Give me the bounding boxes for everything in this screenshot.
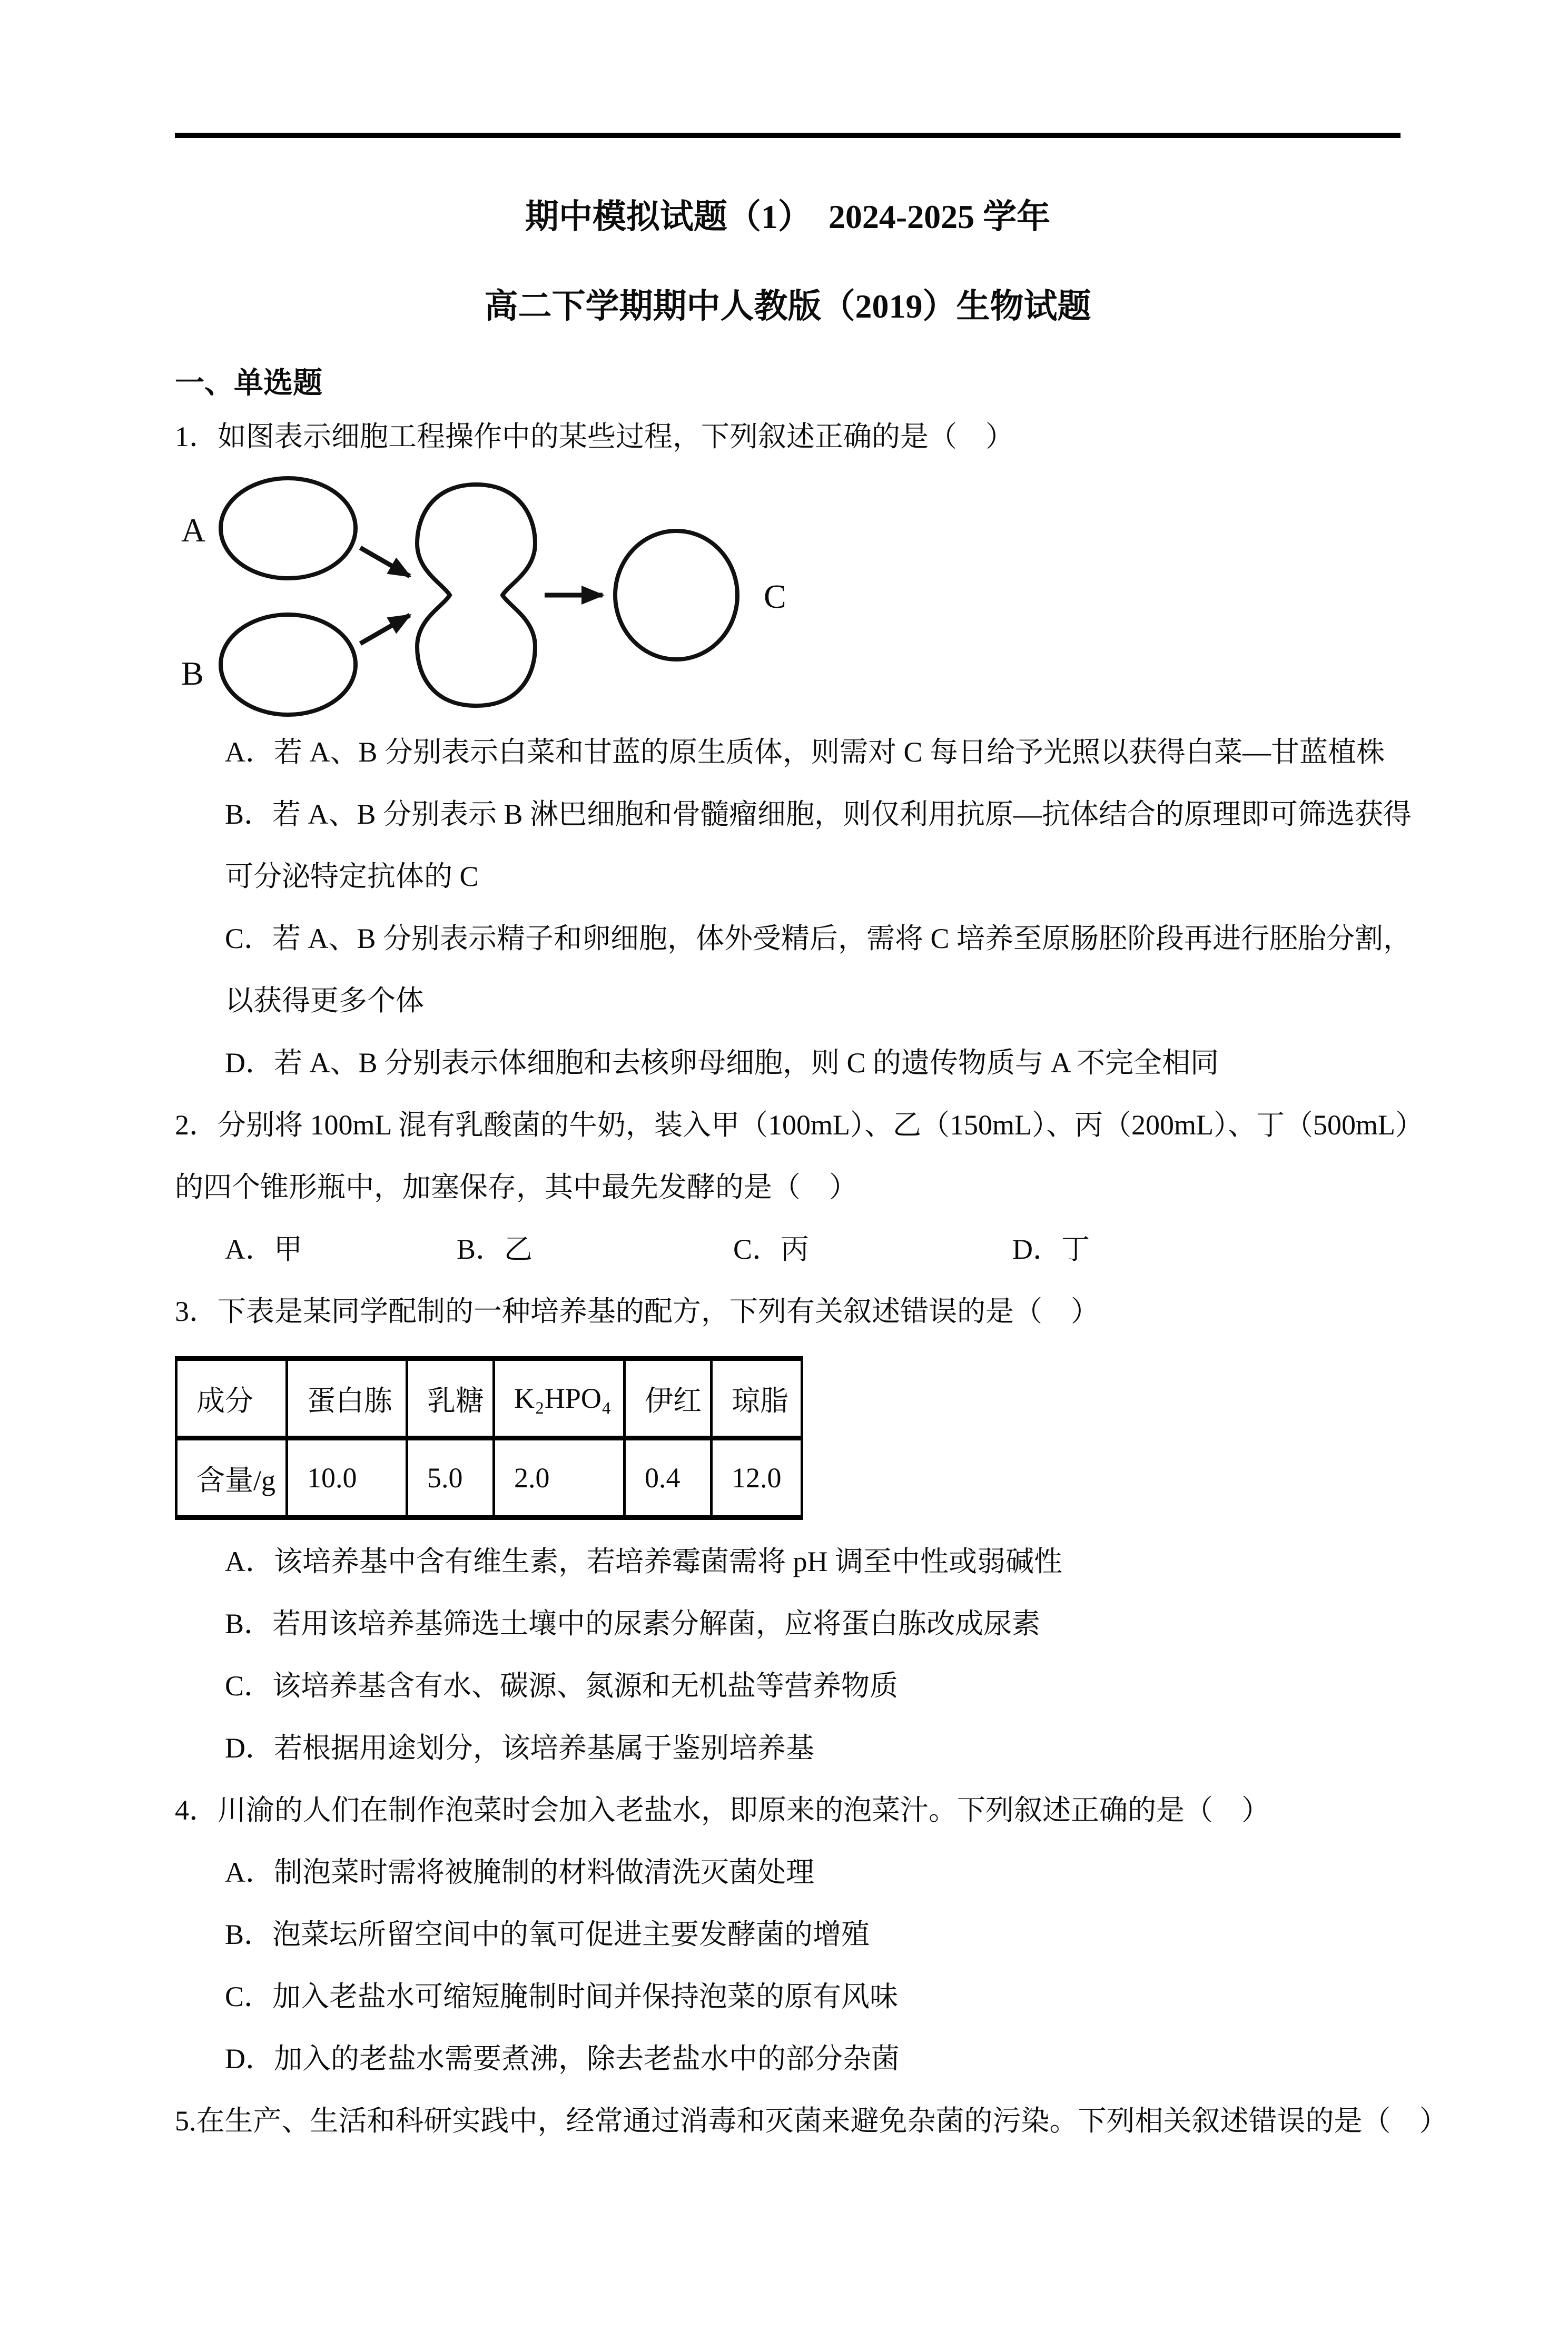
table-header-peptone: 蛋白胨 [287,1359,407,1438]
diagram-label-b: B [181,655,204,692]
exam-document-page [0,133,1568,2152]
culture-medium-table [175,1356,803,1520]
cell-c-ellipse [615,531,737,659]
question-1-option-d: D．若 A、B 分别表示体细胞和去核卵母细胞，则 C 的遗传物质与 A 不完全相同 [225,1047,1219,1079]
question-1-stem: 1．如图表示细胞工程操作中的某些过程，下列叙述正确的是（ ） [175,421,1014,452]
question-3-stem: 3．下表是某同学配制的一种培养基的配方，下列有关叙述错误的是（ ） [175,1296,1099,1327]
question-3-options [175,1531,1401,1779]
cell-b-ellipse [221,615,356,715]
cell-fusion-diagram [175,474,1397,719]
table-header-row [176,1359,802,1438]
question-5-stem: 5.在生产、生活和科研实践中，经常通过消毒和灭菌来避免杂菌的污染。下列相关叙述错误的是（ ） [175,2105,1448,2137]
table-header-agar: 琼脂 [712,1359,802,1438]
question-2-option-a: A．甲 [225,1233,302,1265]
table-header-component: 成分 [176,1359,287,1438]
diagram-label-a: A [181,511,206,549]
question-3-option-a: A．该培养基中含有维生素，若培养霉菌需将 pH 调至中性或弱碱性 [225,1546,1062,1577]
question-4-options [175,1841,1401,2090]
top-rule [175,133,1401,138]
arrow-a-to-fused [360,548,410,576]
page-title: 期中模拟试题（1） 2024-2025 学年 [525,198,1051,235]
question-3-option-c: C．该培养基含有水、碳源、氮源和无机盐等营养物质 [225,1670,899,1702]
table-header-eosin: 伊红 [625,1359,712,1438]
table-data-row [176,1438,802,1518]
question-3-option-d: D．若根据用途划分，该培养基属于鉴别培养基 [225,1732,814,1764]
question-1-option-a: A．若 A、B 分别表示白菜和甘蓝的原生质体，则需对 C 每日给予光照以获得白菜—甘蓝植株 [225,736,1385,768]
question-1-option-b-continuation: 可分泌特定抗体的 C [225,861,479,892]
arrow-b-to-fused [360,615,410,644]
section-header: 一、单选题 [175,367,322,400]
question-2-stem-line-1: 2．分别将 100mL 混有乳酸菌的牛奶，装入甲（100mL）、乙（150mL）、丙（200mL）、丁（500mL） [175,1109,1424,1141]
table-cell-agar-amount: 12.0 [712,1438,802,1518]
question-1-option-c: C．若 A、B 分别表示精子和卵细胞，体外受精后，需将 C 培养至原肠胚阶段再进行胚胎分割， [225,923,1412,954]
table-cell-lactose-amount: 5.0 [407,1438,494,1518]
cell-a-ellipse [221,478,356,578]
table-cell-peptone-amount: 10.0 [287,1438,407,1518]
table-cell-eosin-amount: 0.4 [625,1438,712,1518]
question-2-option-c: C．丙 [733,1233,810,1265]
table-header-lactose: 乳糖 [407,1359,494,1438]
table-cell-content-label: 含量/g [176,1438,287,1518]
diagram-label-c: C [764,578,786,615]
question-1-options [175,721,1412,1094]
table-header-k2hpo4: K₂HPO₄ [494,1359,625,1438]
page-subtitle: 高二下学期期中人教版（2019）生物试题 [484,288,1091,325]
question-1-option-c-continuation: 以获得更多个体 [225,985,424,1016]
question-2-options [175,1218,1401,1280]
question-4-option-d: D．加入的老盐水需要煮沸，除去老盐水中的部分杂菌 [225,2043,900,2075]
fused-cell-shape [417,485,535,706]
question-3-option-b: B．若用该培养基筛选土壤中的尿素分解菌，应将蛋白胨改成尿素 [225,1608,1041,1640]
question-2-stem-line-2: 的四个锥形瓶中，加塞保存，其中最先发酵的是（ ） [175,1171,857,1203]
question-4-option-b: B．泡菜坛所留空间中的氧可促进主要发酵菌的增殖 [225,1919,870,1950]
question-1-option-b: B．若 A、B 分别表示 B 淋巴细胞和骨髓瘤细胞，则仅利用抗原—抗体结合的原理即可筛选获得 [225,798,1412,830]
question-2-option-b: B．乙 [457,1233,533,1265]
table-cell-k2hpo4-amount: 2.0 [494,1438,625,1518]
question-4-option-a: A．制泡菜时需将被腌制的材料做清洗灭菌处理 [225,1857,814,1888]
question-2-option-d: D．丁 [1012,1233,1090,1265]
question-4-option-c: C．加入老盐水可缩短腌制时间并保持泡菜的原有风味 [225,1981,899,2012]
question-4-stem: 4．川渝的人们在制作泡菜时会加入老盐水，即原来的泡菜汁。下列叙述正确的是（ ） [175,1794,1270,1826]
